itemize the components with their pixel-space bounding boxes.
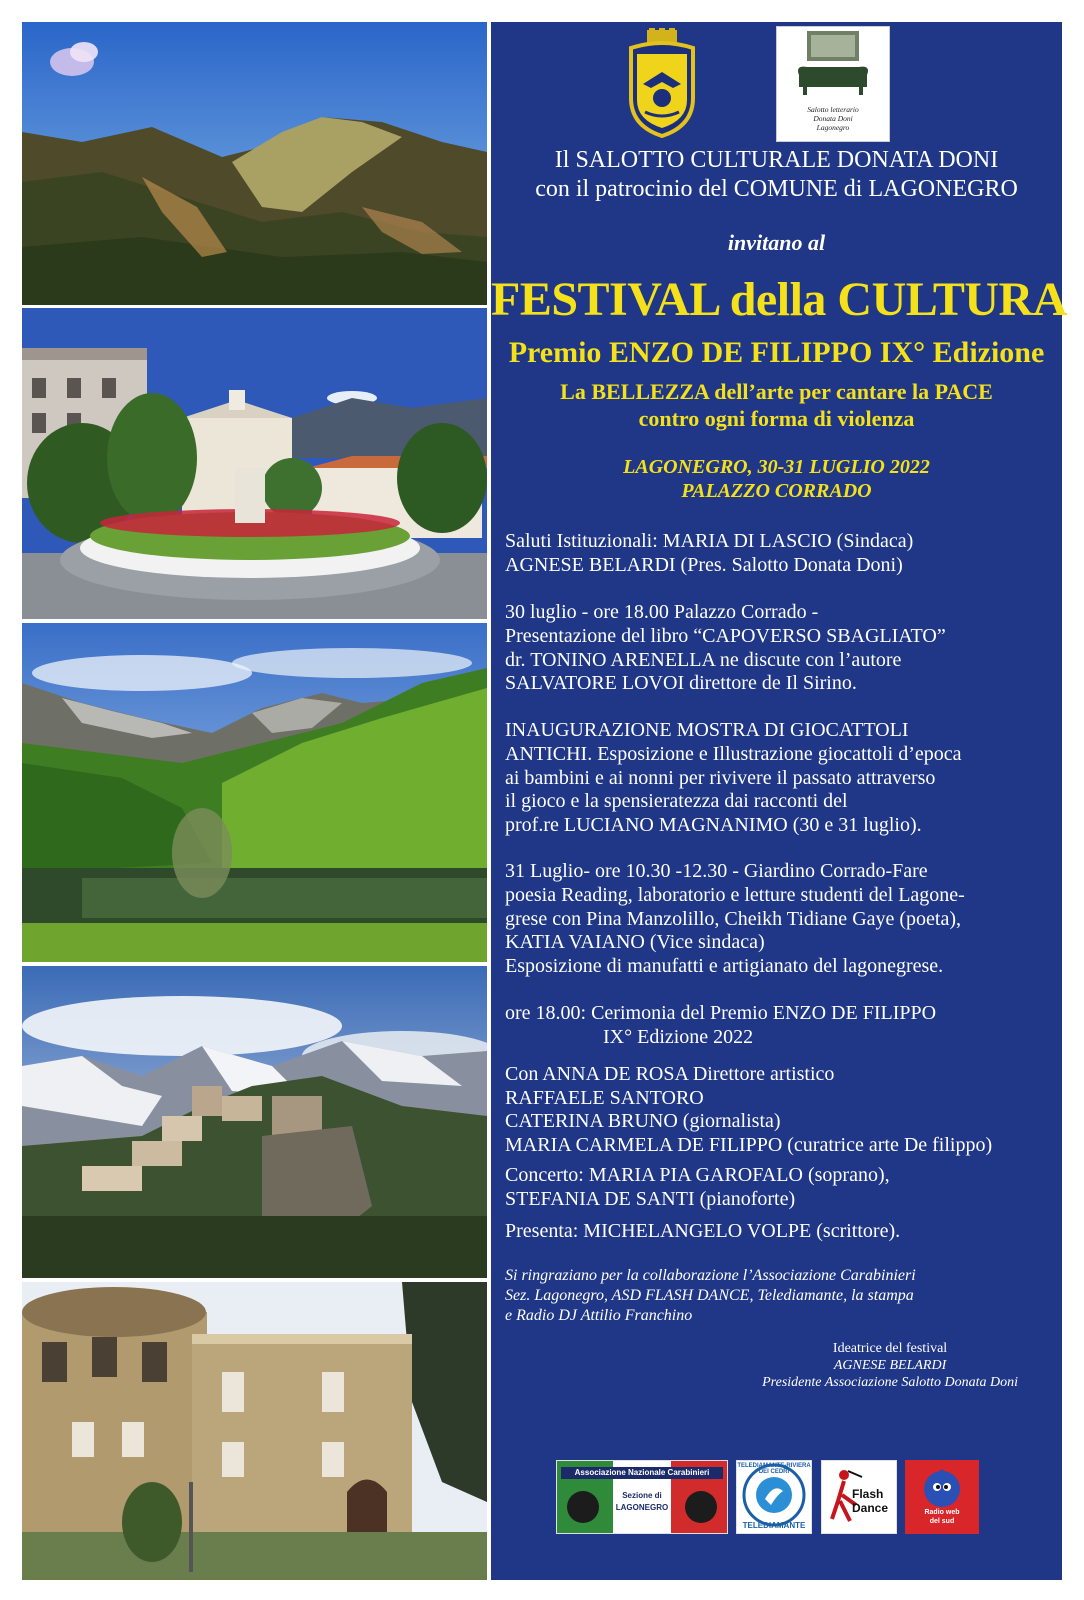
- salotto-letterario-logo: [776, 26, 890, 142]
- program-line: Concerto: MARIA PIA GAROFALO (soprano),: [505, 1164, 890, 1186]
- telediamante-bottom-text: TELEDIAMANTE: [742, 1521, 806, 1530]
- salotto-logo-line3: Lagonegro: [816, 123, 850, 132]
- program-line: SALVATORE LOVOI direttore de Il Sirino.: [505, 672, 857, 694]
- salotto-logo-line1: Salotto letterario: [807, 105, 859, 114]
- place-line: PALAZZO CORRADO: [681, 480, 872, 502]
- photo-hill-village: [22, 966, 487, 1278]
- photo-mountain-landscape: [22, 22, 487, 305]
- program-line: RAFFAELE SANTORO: [505, 1087, 704, 1109]
- salotto-logo-line2: Donata Doni: [813, 114, 853, 123]
- radio-web-logo: [905, 1460, 979, 1534]
- program-line: 31 Luglio- ore 10.30 -12.30 - Giardino Corrado-Fare: [505, 860, 928, 882]
- telediamante-logo: [736, 1460, 812, 1534]
- program-line: 30 luglio - ore 18.00 Palazzo Corrado -: [505, 601, 819, 623]
- program-line: AGNESE BELARDI (Pres. Salotto Donata Doni): [505, 554, 903, 576]
- program-line: grese con Pina Manzolillo, Cheikh Tidiane Gaye (poeta),: [505, 908, 962, 930]
- intro-line-1: Il SALOTTO CULTURALE DONATA DONI: [554, 147, 999, 173]
- program-line: KATIA VAIANO (Vice sindaca): [505, 931, 765, 953]
- flash-dance-line2: Dance: [852, 1501, 889, 1515]
- program-line: Presenta: MICHELANGELO VOLPE (scrittore).: [505, 1220, 901, 1242]
- festival-title: FESTIVAL della CULTURA: [491, 273, 1067, 326]
- invitano-text: invitano al: [727, 230, 826, 255]
- invitation-panel: [491, 22, 1067, 1580]
- program-line: IX° Edizione 2022: [603, 1026, 754, 1048]
- program-line: MARIA CARMELA DE FILIPPO (curatrice arte De filippo): [505, 1134, 993, 1156]
- lagonegro-crest-icon: [623, 28, 701, 138]
- date-line: LAGONEGRO, 30-31 LUGLIO 2022: [623, 456, 930, 478]
- flash-dance-line1: Flash: [852, 1487, 884, 1501]
- program-line: ore 18.00: Cerimonia del Premio ENZO DE FILIPPO: [505, 1002, 937, 1024]
- carabinieri-line1: Associazione Nazionale Carabinieri: [574, 1468, 710, 1477]
- carabinieri-line3: LAGONEGRO: [615, 1503, 669, 1512]
- program-line: INAUGURAZIONE MOSTRA DI GIOCATTOLI: [505, 719, 909, 741]
- program-line: il gioco e la spensieratezza dai racconti del: [505, 790, 848, 812]
- program-line: poesia Reading, laboratorio e letture studenti del Lagone-: [505, 884, 965, 906]
- signature-title: Presidente Associazione Salotto Donata Doni: [762, 1375, 1018, 1390]
- tagline-line-1: La BELLEZZA dell’arte per cantare la PACE: [560, 379, 993, 404]
- program-line: Presentazione del libro “CAPOVERSO SBAGLIATO”: [505, 625, 946, 647]
- premio-title: Premio ENZO DE FILIPPO IX° Edizione: [508, 336, 1045, 369]
- program-line: STEFANIA DE SANTI (pianoforte): [505, 1188, 796, 1210]
- radio-web-line1: Radio web: [924, 1509, 960, 1516]
- carabinieri-logo: [556, 1460, 728, 1534]
- program-line: ANTICHI. Esposizione e Illustrazione giocattoli d’epoca: [505, 743, 962, 765]
- program-line: Con ANNA DE ROSA Direttore artistico: [505, 1063, 835, 1085]
- photo-town-square: [22, 308, 487, 619]
- program-line: prof.re LUCIANO MAGNANIMO (30 e 31 luglio).: [505, 814, 922, 836]
- tagline-line-2: contro ogni forma di violenza: [638, 406, 915, 431]
- program-line: Saluti Istituzionali: MARIA DI LASCIO (Sindaca): [505, 530, 914, 552]
- program-line: ai bambini e ai nonni per rivivere il passato attraverso: [505, 767, 936, 789]
- telediamante-ring-text: TELEDIAMANTE-RIVIERA DEI CEDRI: [737, 1463, 811, 1475]
- program-line: dr. TONINO ARENELLA ne discute con l’autore: [505, 649, 902, 671]
- signature-block: [762, 1340, 1018, 1391]
- signature-role: Ideatrice del festival: [832, 1341, 948, 1356]
- signature-name: AGNESE BELARDI: [833, 1358, 947, 1373]
- radio-web-line2: del sud: [929, 1518, 955, 1525]
- credits-line: e Radio DJ Attilio Franchino: [505, 1307, 693, 1324]
- flash-dance-logo: [821, 1460, 897, 1534]
- intro-line-2: con il patrocinio del COMUNE di LAGONEGRO: [535, 176, 1018, 202]
- credits-line: Si ringraziano per la collaborazione l’Associazione Carabinieri: [505, 1267, 916, 1284]
- credits-line: Sez. Lagonegro, ASD FLASH DANCE, Telediamante, la stampa: [505, 1287, 914, 1304]
- carabinieri-line2: Sezione di: [622, 1491, 662, 1500]
- program-line: Esposizione di manufatti e artigianato del lagonegrese.: [505, 955, 944, 977]
- photo-palazzo-corrado: [22, 1282, 487, 1580]
- photo-lake-forest: [22, 623, 487, 962]
- program-line: CATERINA BRUNO (giornalista): [505, 1110, 781, 1132]
